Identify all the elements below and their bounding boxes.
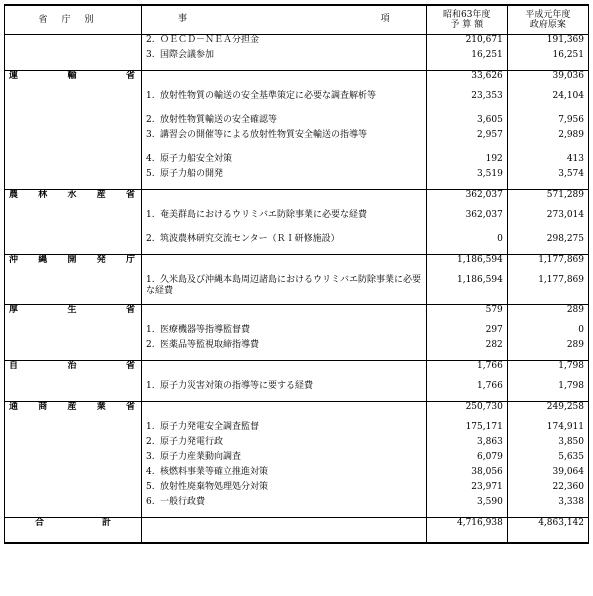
item-fy63: 297 [426,325,507,340]
item-h1: 0 [507,325,588,340]
item-number: 4. [146,154,155,164]
item-cell [142,467,427,482]
item-label: 国際会議参加 [160,50,215,60]
ministry-total-h1: 289 [507,305,588,321]
header-item-left: 事 [178,14,188,24]
item-h1: 298,275 [507,234,588,249]
table-row [5,482,589,497]
item-cell [142,35,427,51]
header-item-right: 項 [380,14,390,24]
item-h1: 39,064 [507,467,588,482]
table-row [5,154,589,169]
grand-total-fy63: 4,716,938 [426,518,507,544]
item-fy63: 6,079 [426,452,507,467]
empty-cell [142,402,427,418]
item-number: 1. [146,91,155,101]
header-row [5,5,589,35]
item-h1: 1,798 [507,381,588,396]
empty-cell [142,190,427,206]
item-number: 5. [146,169,155,179]
table-row [5,130,589,154]
ministry-cell [5,452,142,467]
empty-cell [142,305,427,321]
ministry-cell [5,482,142,497]
item-cell [142,497,427,512]
header-item [142,5,427,35]
item-h1: 3,574 [507,169,588,184]
item-label: 放射性物質の輸送の安全基準策定に必要な調査解析等 [160,91,377,101]
table-row [5,422,589,437]
ministry-cell [5,467,142,482]
item-h1: 3,338 [507,497,588,512]
item-label: 一般行政費 [160,497,206,507]
grand-total-h1: 4,863,142 [507,518,588,544]
item-fy63: 3,590 [426,497,507,512]
ministry-cell [5,91,142,115]
item-h1: 2,989 [507,130,588,154]
ministry-total-row [5,305,589,321]
ministry-total-row [5,190,589,206]
header-h1 [507,5,588,35]
item-fy63: 3,605 [426,115,507,130]
grand-total-row [5,518,589,544]
ministry-total-h1: 1,798 [507,361,588,377]
table-row [5,35,589,51]
ministry-total-fy63: 579 [426,305,507,321]
table-row [5,115,589,130]
item-number: 6. [146,497,155,507]
ministry-name: 運輸省 [5,71,142,87]
item-cell [142,130,427,154]
item-number: 2. [146,35,155,45]
item-label: 原子力船の開発 [160,169,224,179]
ministry-total-row [5,255,589,271]
ministry-cell [5,154,142,169]
ministry-total-row [5,402,589,418]
ministry-cell [5,50,142,65]
item-number: 1. [146,381,155,391]
table-row [5,210,589,234]
item-h1: 413 [507,154,588,169]
item-fy63: 2,957 [426,130,507,154]
item-number: 5. [146,482,155,492]
item-h1: 273,014 [507,210,588,234]
header-fy63-line2: 予 算 額 [450,20,484,30]
ministry-cell [5,437,142,452]
item-h1: 5,635 [507,452,588,467]
table-body [5,35,589,544]
table-row [5,467,589,482]
item-fy63: 3,863 [426,437,507,452]
item-cell [142,50,427,65]
header-h1-line2: 政府原案 [529,20,566,30]
item-h1: 22,360 [507,482,588,497]
ministry-cell [5,422,142,437]
item-fy63: 192 [426,154,507,169]
ministry-total-fy63: 33,626 [426,71,507,87]
item-h1: 1,177,869 [507,275,588,299]
item-fy63: 1,766 [426,381,507,396]
item-fy63: 175,171 [426,422,507,437]
table-row [5,452,589,467]
item-number: 1. [146,210,155,220]
item-cell [142,91,427,115]
item-cell [142,381,427,396]
item-number: 1. [146,325,155,335]
item-cell [142,422,427,437]
ministry-total-row [5,71,589,87]
item-fy63: 1,186,594 [426,275,507,299]
item-number: 2. [146,437,155,447]
ministry-total-fy63: 1,766 [426,361,507,377]
ministry-total-h1: 571,289 [507,190,588,206]
item-cell [142,154,427,169]
item-number: 2. [146,115,155,125]
item-label: 講習会の開催等による放射性物質安全輸送の指導等 [160,130,368,140]
header-fy63 [426,5,507,35]
ministry-total-fy63: 250,730 [426,402,507,418]
ministry-name: 農林水産省 [5,190,142,206]
item-label: 原子力発電行政 [160,437,224,447]
item-h1: 16,251 [507,50,588,65]
item-h1: 24,104 [507,91,588,115]
ministry-cell [5,115,142,130]
ministry-total-fy63: 1,186,594 [426,255,507,271]
item-number: 3. [146,452,155,462]
item-h1: 191,369 [507,35,588,51]
item-label: 放射性物質輸送の安全確認等 [160,115,278,125]
item-cell [142,482,427,497]
table-row [5,497,589,512]
ministry-name: 通商産業省 [5,402,142,418]
item-cell [142,325,427,340]
item-fy63: 3,519 [426,169,507,184]
item-h1: 3,850 [507,437,588,452]
header-h1-line1: 平成元年度 [525,10,571,20]
item-number: 1. [146,422,155,432]
table-row [5,234,589,249]
item-label: 原子力産業動向調査 [160,452,242,462]
ministry-cell [5,234,142,249]
table-row [5,169,589,184]
item-cell [142,169,427,184]
table-row [5,91,589,115]
ministry-cell [5,169,142,184]
ministry-total-fy63: 362,037 [426,190,507,206]
item-fy63: 16,251 [426,50,507,65]
item-label: 医薬品等監視取締指導費 [160,340,260,350]
item-number: 3. [146,130,155,140]
ministry-cell [5,275,142,299]
ministry-name: 沖縄開発庁 [5,255,142,271]
header-ministry: 省庁別 [5,5,142,35]
item-number: 2. [146,234,155,244]
item-number: 2. [146,340,155,350]
ministry-name: 厚生省 [5,305,142,321]
ministry-cell [5,381,142,396]
item-label: 筑波農林研究交流センター（ＲＩ研修施設） [160,234,340,244]
item-fy63: 23,971 [426,482,507,497]
empty-cell [142,255,427,271]
ministry-cell [5,497,142,512]
item-label: 医療機器等指導監督費 [160,325,251,335]
item-number: 4. [146,467,155,477]
item-fy63: 282 [426,340,507,355]
table-row [5,340,589,355]
item-label: 奄美群島におけるウリミバエ防除事業に必要な経費 [160,210,368,220]
ministry-total-h1: 249,258 [507,402,588,418]
table-row [5,275,589,299]
ministry-total-h1: 1,177,869 [507,255,588,271]
ministry-cell [5,340,142,355]
item-cell [142,437,427,452]
table-row [5,50,589,65]
item-number: 3. [146,50,155,60]
ministry-cell [5,210,142,234]
ministry-cell [5,35,142,51]
ministry-total-row [5,361,589,377]
item-h1: 289 [507,340,588,355]
item-fy63: 0 [426,234,507,249]
ministry-cell [5,325,142,340]
ministry-cell [5,130,142,154]
empty-cell [142,518,427,544]
item-label: 原子力発電安全調査監督 [160,422,260,432]
empty-cell [142,71,427,87]
table-row [5,325,589,340]
grand-total-label: 合計 [5,518,142,544]
table-row [5,381,589,396]
item-label: 原子力災害対策の指導等に要する経費 [160,381,314,391]
item-number: 1. [146,275,155,285]
item-cell [142,210,427,234]
item-cell [142,234,427,249]
item-label: 久米島及び沖縄本島周辺諸島におけるウリミバエ防除事業に必要な経費 [146,275,422,296]
item-cell [142,340,427,355]
item-fy63: 23,353 [426,91,507,115]
item-cell [142,452,427,467]
item-fy63: 210,671 [426,35,507,51]
item-h1: 174,911 [507,422,588,437]
ministry-name: 自治省 [5,361,142,377]
item-h1: 7,956 [507,115,588,130]
ministry-total-h1: 39,036 [507,71,588,87]
item-fy63: 362,037 [426,210,507,234]
table-row [5,437,589,452]
item-cell [142,115,427,130]
item-cell [142,275,427,299]
header-fy63-line1: 昭和63年度 [442,10,491,20]
item-label: 核燃料事業等確立推進対策 [160,467,269,477]
item-label: ＯＥＣＤ－ＮＥＡ分担金 [160,35,260,45]
budget-table [4,4,589,544]
empty-cell [142,361,427,377]
item-fy63: 38,056 [426,467,507,482]
item-label: 放射性廃棄物処理処分対策 [160,482,269,492]
item-label: 原子力船安全対策 [160,154,233,164]
